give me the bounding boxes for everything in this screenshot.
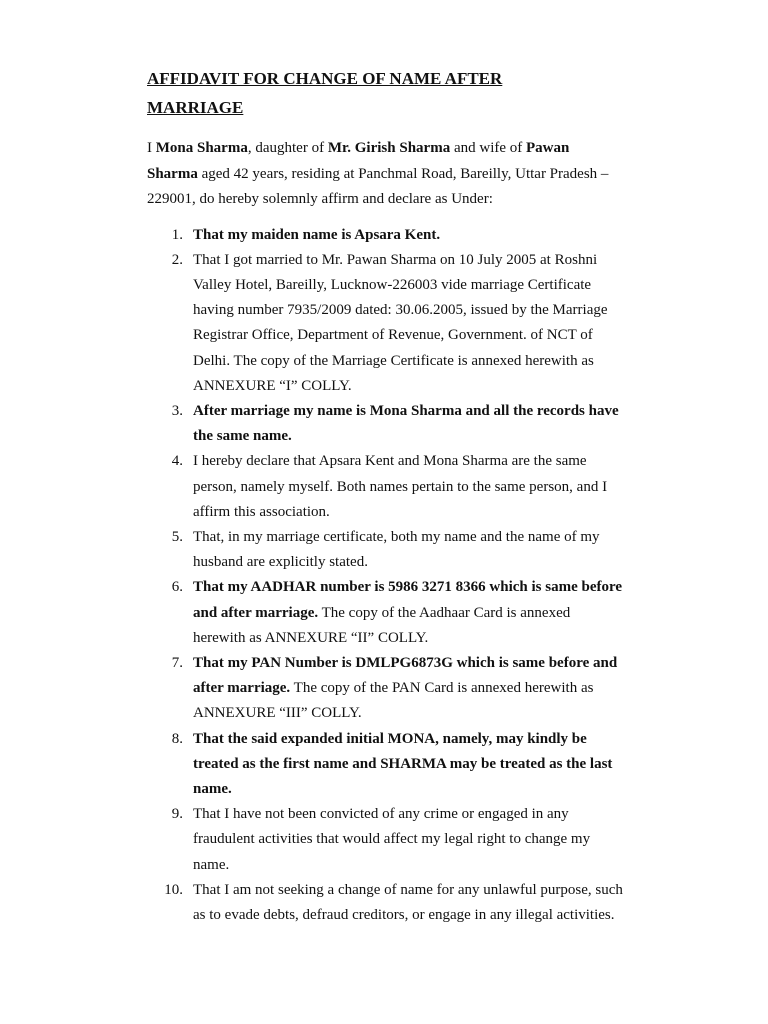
clause-bold-text: That my AADHAR number is 5986 3271 8366 which is same before and after marriage. bbox=[193, 579, 623, 621]
intro-text-1: , daughter of bbox=[247, 140, 328, 156]
clause-bold-text: That the said expanded initial MONA, namely, may kindly be treated as the first name and SHARMA may be treated as the last name. bbox=[193, 730, 613, 797]
clause-item bbox=[147, 802, 623, 878]
clause-item bbox=[147, 575, 623, 651]
clause-number: 1. bbox=[171, 226, 183, 243]
clause-text: That I got married to Mr. Pawan Sharma on 10 July 2005 at Roshni Valley Hotel, Bareilly, Lucknow-226003 vide marriage Certificate having number 7935/2009 dated: 30.06.2005, issued by the Marriage Registrar Office, Department of Revenue, Government. of NCT of Delhi. The copy of the Marriage Certificate is annexed herewith as ANNEXURE “I” COLLY. bbox=[193, 251, 608, 394]
clause-bold-text: That my PAN Number is DMLPG6873G which is same before and after marriage. bbox=[193, 654, 618, 697]
clause-item bbox=[147, 727, 623, 803]
clause-bold-text: That my maiden name is Apsara Kent. bbox=[193, 226, 441, 243]
intro-text-3: aged 42 years, residing at Panchmal Road, Bareilly, Uttar Pradesh – 229001, do hereby solemnly affirm and declare as Under: bbox=[147, 165, 609, 207]
clause-text: That, in my marriage certificate, both my name and the name of my husband are explicitly stated. bbox=[193, 528, 600, 571]
clause-text: That I have not been convicted of any crime or engaged in any fraudulent activities that would affect my legal right to change my name. bbox=[193, 806, 591, 873]
clause-number: 3. bbox=[171, 402, 183, 419]
intro-paragraph bbox=[147, 136, 617, 213]
intro-text-2: and wife of bbox=[450, 140, 527, 156]
clause-item bbox=[147, 399, 623, 449]
document-title: AFFIDAVIT FOR CHANGE OF NAME AFTER MARRIAGE bbox=[147, 69, 503, 117]
clause-number: 7. bbox=[171, 654, 183, 671]
intro-pronoun: I bbox=[147, 140, 156, 156]
clause-text: I hereby declare that Apsara Kent and Mona Sharma are the same person, namely myself. Both names pertain to the same person, and I affirm this association. bbox=[193, 453, 608, 520]
clause-text: The copy of the PAN Card is annexed herewith as ANNEXURE “III” COLLY. bbox=[193, 680, 594, 722]
clause-number: 6. bbox=[171, 579, 183, 596]
clause-number: 5. bbox=[171, 528, 183, 545]
clause-number: 9. bbox=[171, 806, 183, 823]
husband-name: Pawan Sharma bbox=[147, 140, 570, 182]
clause-number: 4. bbox=[171, 453, 183, 470]
clause-number: 2. bbox=[171, 251, 183, 268]
clause-text: That I am not seeking a change of name for any unlawful purpose, such as to evade debts, defraud creditors, or engage in any illegal activities. bbox=[193, 881, 623, 923]
clause-item bbox=[147, 651, 623, 727]
clause-item bbox=[147, 449, 623, 525]
clause-number: 10. bbox=[164, 881, 183, 898]
affidavit-page bbox=[147, 64, 627, 928]
clause-item bbox=[147, 525, 623, 575]
clause-item bbox=[147, 878, 623, 928]
clause-list bbox=[147, 223, 627, 929]
clause-item bbox=[147, 223, 623, 248]
clause-text: The copy of the Aadhaar Card is annexed herewith as ANNEXURE “II” COLLY. bbox=[193, 604, 571, 646]
father-name: Mr. Girish Sharma bbox=[327, 140, 451, 156]
clause-bold-text: After marriage my name is Mona Sharma and all the records have the same name. bbox=[193, 402, 619, 445]
clause-number: 8. bbox=[171, 730, 183, 747]
clause-item bbox=[147, 248, 623, 399]
deponent-name: Mona Sharma bbox=[155, 140, 248, 156]
